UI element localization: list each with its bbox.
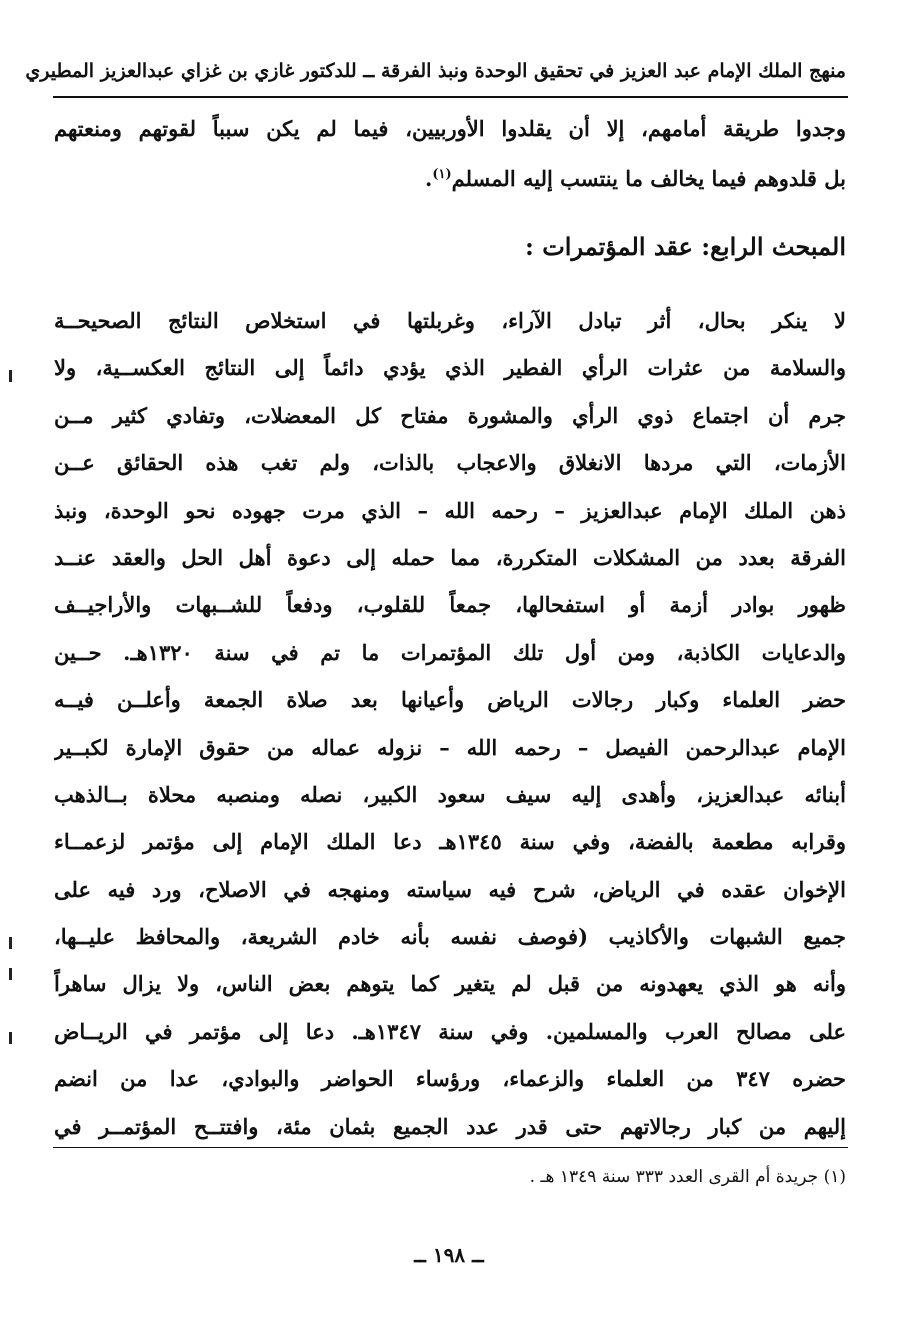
text-line: والدعايات الكاذبة، ومن أول تلك المؤتمرات ما تم في سنة ١٣٢٠هـ. حــين bbox=[54, 639, 846, 665]
text-line: وجدوا طريقة أمامهم، إلا أن يقلدوا الأوربيين، فيما لم يكن سبباً لقوتهم ومنعتهم bbox=[54, 116, 846, 141]
footnote-marker: (١) bbox=[432, 167, 452, 182]
text-line: وقرابه مطعمة بالفضة، وفي سنة ١٣٤٥هـ دعا الملك الإمام إلى مؤتمر لزعمــاء bbox=[54, 829, 846, 855]
text-line: حضره ٣٤٧ من العلماء والزعماء، ورؤساء الحواضر والبوادي، عدا من انضم bbox=[54, 1066, 846, 1092]
text-line: حضر العلماء وكبار رجالات الرياض وأعيانها بعد صلاة الجمعة وأعلــن فيــه bbox=[54, 687, 846, 713]
footnote-rule bbox=[53, 1147, 848, 1148]
text-line: لا ينكر بحال، أثر تبادل الآراء، وغربلتها في استخلاص النتائج الصحيحــة bbox=[54, 308, 846, 333]
text-line: الإمام عبدالرحمن الفيصل – رحمه الله – نزوله عماله من حقوق الإمارة لكبــير bbox=[54, 734, 846, 760]
margin-mark bbox=[9, 937, 12, 949]
text-line: وأنه هو الذي يعهدونه من قبل لم يتغير كما يتوهم بعض الناس، ولا يزال ساهراً bbox=[54, 971, 846, 997]
text-line: جرم أن اجتماع ذوي الرأي والمشورة مفتاح كل المعضلات، وتفادي كثير مــن bbox=[54, 402, 846, 428]
header-rule bbox=[53, 96, 848, 98]
margin-mark bbox=[9, 370, 12, 382]
text-line: والسلامة من عثرات الرأي الفطير الذي يؤدي دائماً إلى النتائج العكســية، ولا bbox=[54, 355, 846, 381]
margin-mark bbox=[9, 1032, 12, 1044]
text-line: إليهم من كبار رجالاتهم حتى قدر عدد الجميع بثمان مئة، وافتتــح المؤتمــر في bbox=[54, 1113, 846, 1139]
text-line: الفرقة بعدد من المشكلات المتكررة، مما حمله إلى دعوة أهل الحل والعقد عنــد bbox=[54, 544, 846, 570]
text-line-content: بل قلدوهم فيما يخالف ما ينتسب إليه المسلم bbox=[451, 166, 846, 191]
page-number: ــ ١٩٨ ــ bbox=[414, 1243, 484, 1267]
section-heading: المبحث الرابع: عقد المؤتمرات : bbox=[524, 232, 846, 261]
footnote: (١) جريدة أم القرى العدد ٣٣٣ سنة ١٣٤٩ هـ . bbox=[529, 1167, 846, 1187]
text-line: بل قلدوهم فيما يخالف ما ينتسب إليه المسلم$^{(١)}$. bbox=[425, 166, 846, 191]
running-header: منهج الملك الإمام عبد العزيز في تحقيق الوحدة ونبذ الفرقة ــ للدكتور غازي بن غزاي عبدالعزيز المطيري bbox=[25, 60, 846, 82]
text-line: ظهور بوادر أزمة أو استفحالها، جمعاً للقلوب، ودفعاً للشــبهات والأراجيــف bbox=[54, 592, 846, 618]
text-line: الأزمات، التي مردها الانغلاق والاعجاب بالذات، ولم تغب هذه الحقائق عــن bbox=[54, 450, 846, 476]
text-line: ذهن الملك الإمام عبدالعزيز – رحمه الله – الذي مرت جهوده نحو الوحدة، ونبذ bbox=[54, 497, 846, 523]
margin-mark bbox=[9, 968, 12, 980]
text-line: جميع الشبهات والأكاذيب (فوصف نفسه بأنه خادم الشريعة، والمحافظ عليــها، bbox=[54, 924, 846, 950]
main-paragraph bbox=[54, 297, 846, 1150]
text-line: على مصالح العرب والمسلمين. وفي سنة ١٣٤٧هـ. دعا إلى مؤتمر في الريــاض bbox=[54, 1018, 846, 1044]
text-line: الإخوان عقده في الرياض، شرح فيه سياسته ومنهجه في الاصلاح، ورد فيه على bbox=[54, 876, 846, 902]
intro-paragraph bbox=[54, 106, 846, 198]
text-line: أبنائه عبدالعزيز، وأهدى إليه سيف سعود الكبير، نصله ومنصبه محلاة بــالذهب bbox=[54, 781, 846, 807]
